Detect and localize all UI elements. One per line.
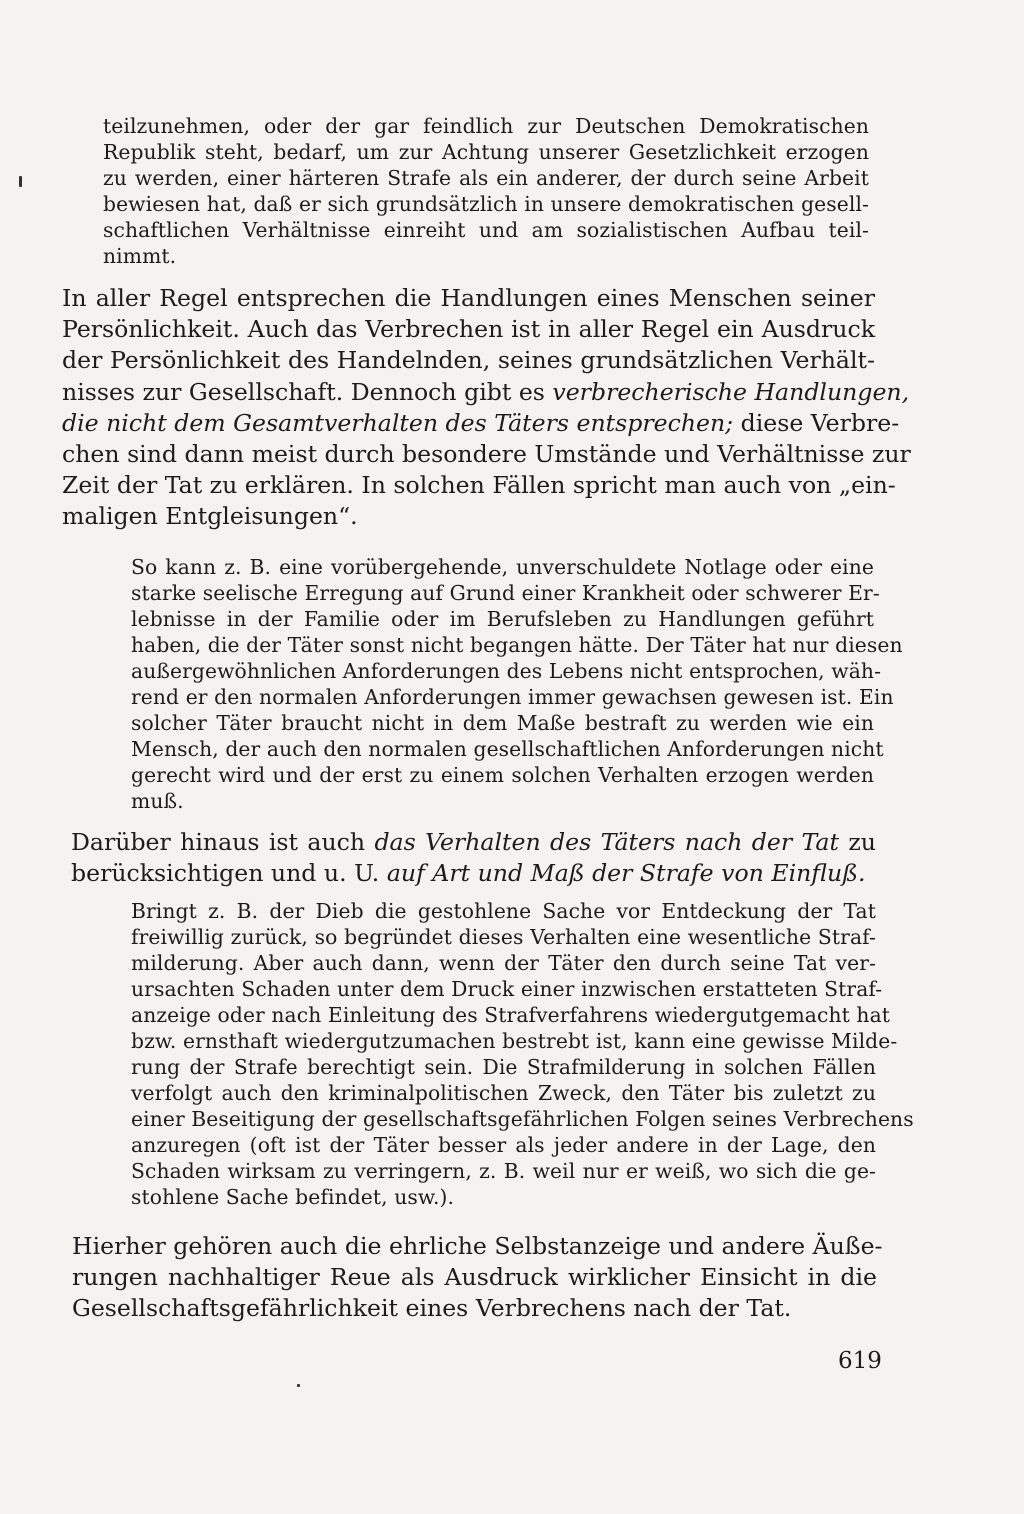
text-line: So kann z. B. eine vorübergehende, unverschuldete Notlage oder eine <box>131 555 874 579</box>
text-line: bzw. ernsthaft wiedergutzumachen bestrebt ist, kann eine gewisse Milde- <box>131 1029 898 1053</box>
text-line: rend er den normalen Anforderungen immer gewachsen gewesen ist. Ein <box>131 685 894 709</box>
text-line: Republik steht, bedarf, um zur Achtung unserer Gesetzlichkeit erzogen <box>103 140 869 164</box>
text-line: lebnisse in der Familie oder im Berufsleben zu Handlungen geführt <box>131 607 874 631</box>
text-line: haben, die der Täter sonst nicht begangen hätte. Der Täter hat nur diesen <box>131 633 903 657</box>
text-line: einer Beseitigung der gesellschaftsgefährlichen Folgen seines Verbrechens <box>131 1107 914 1131</box>
paragraph-4 <box>71 827 876 889</box>
text-line: starke seelische Erregung auf Grund einer Krankheit oder schwerer Er- <box>131 581 880 605</box>
text-line: maligen Entgleisungen“. <box>62 502 358 531</box>
text-line: milderung. Aber auch dann, wenn der Täter den durch seine Tat ver- <box>131 951 876 975</box>
text-line: Schaden wirksam zu verringern, z. B. weil nur er weiß, wo sich die ge- <box>131 1159 876 1183</box>
text-line: nisses zur Gesellschaft. Dennoch gibt es verbrecherische Handlungen, <box>62 377 910 406</box>
scan-speck <box>297 1384 300 1387</box>
emphasis-text: verbrecherische Handlungen, <box>552 377 910 406</box>
text-line: berücksichtigen und u. U. auf Art und Maß der Strafe von Einfluß. <box>71 859 866 888</box>
text-line: In aller Regel entsprechen die Handlungen eines Menschen seiner <box>62 284 875 312</box>
scan-speck <box>19 176 22 187</box>
text-line: gerecht wird und der erst zu einem solchen Verhalten erzogen werden <box>131 763 874 787</box>
text-line: rung der Strafe berechtigt sein. Die Strafmilderung in solchen Fällen <box>131 1055 876 1079</box>
text-line: muß. <box>131 789 184 813</box>
text-line: Darüber hinaus ist auch das Verhalten des Täters nach der Tat zu <box>71 828 876 856</box>
paragraph-3 <box>131 554 903 814</box>
text-line: Gesellschaftsgefährlichkeit eines Verbrechens nach der Tat. <box>72 1294 792 1323</box>
text-line: außergewöhnlichen Anforderungen des Lebens nicht entsprochen, wäh- <box>131 659 882 683</box>
text-line: teilzunehmen, oder der gar feindlich zur Deutschen Demokratischen <box>103 114 869 138</box>
emphasis-text: auf Art und Maß der Strafe von Einfluß. <box>386 859 866 888</box>
text-line: ursachten Schaden unter dem Druck einer inzwischen erstatteten Straf- <box>131 977 883 1001</box>
text-line: die nicht dem Gesamtverhalten des Täters entsprechen; diese Verbre- <box>62 408 900 437</box>
text-line: anzuregen (oft ist der Täter besser als jeder andere in der Lage, den <box>131 1133 876 1157</box>
text-line: zu werden, einer härteren Strafe als ein anderer, der durch seine Arbeit <box>103 166 869 190</box>
text-line: verfolgt auch den kriminalpolitischen Zweck, den Täter bis zuletzt zu <box>131 1081 876 1105</box>
text-line: schaftlichen Verhältnisse einreiht und am sozialistischen Aufbau teil- <box>103 218 869 242</box>
text-line: Mensch, der auch den normalen gesellschaftlichen Anforderungen nicht <box>131 737 884 761</box>
paragraph-6 <box>72 1231 883 1325</box>
text-line: Hierher gehören auch die ehrliche Selbstanzeige und andere Äuße- <box>72 1232 883 1260</box>
text-line: anzeige oder nach Einleitung des Strafverfahrens wiedergutgemacht hat <box>131 1003 891 1027</box>
text-line: rungen nachhaltiger Reue als Ausdruck wirklicher Einsicht in die <box>72 1263 877 1292</box>
text-line: Bringt z. B. der Dieb die gestohlene Sache vor Entdeckung der Tat <box>131 899 876 923</box>
text-line: freiwillig zurück, so begründet dieses Verhalten eine wesentliche Straf- <box>131 925 876 949</box>
emphasis-text: die nicht dem Gesamtverhalten des Täters entsprechen; <box>62 408 734 437</box>
text-line: bewiesen hat, daß er sich grundsätzlich in unsere demokratischen gesell- <box>103 192 869 216</box>
text-line: der Persönlichkeit des Handelnden, seines grundsätzlichen Verhält- <box>62 346 875 375</box>
text-line: chen sind dann meist durch besondere Umstände und Verhältnisse zur <box>62 440 911 469</box>
text-line: nimmt. <box>103 244 177 268</box>
text-line: stohlene Sache befindet, usw.). <box>131 1185 455 1209</box>
paragraph-5 <box>131 898 914 1210</box>
text-line: Persönlichkeit. Auch das Verbrechen ist in aller Regel ein Ausdruck <box>62 315 875 344</box>
text-line: Zeit der Tat zu erklären. In solchen Fällen spricht man auch von „ein- <box>62 471 896 500</box>
text-line: solcher Täter braucht nicht in dem Maße bestraft zu werden wie ein <box>131 711 874 735</box>
paragraph-2 <box>62 283 911 533</box>
page-number: 619 <box>838 1348 882 1374</box>
paragraph-1 <box>103 113 869 269</box>
emphasis-text: das Verhalten des Täters nach der Tat <box>374 828 839 856</box>
